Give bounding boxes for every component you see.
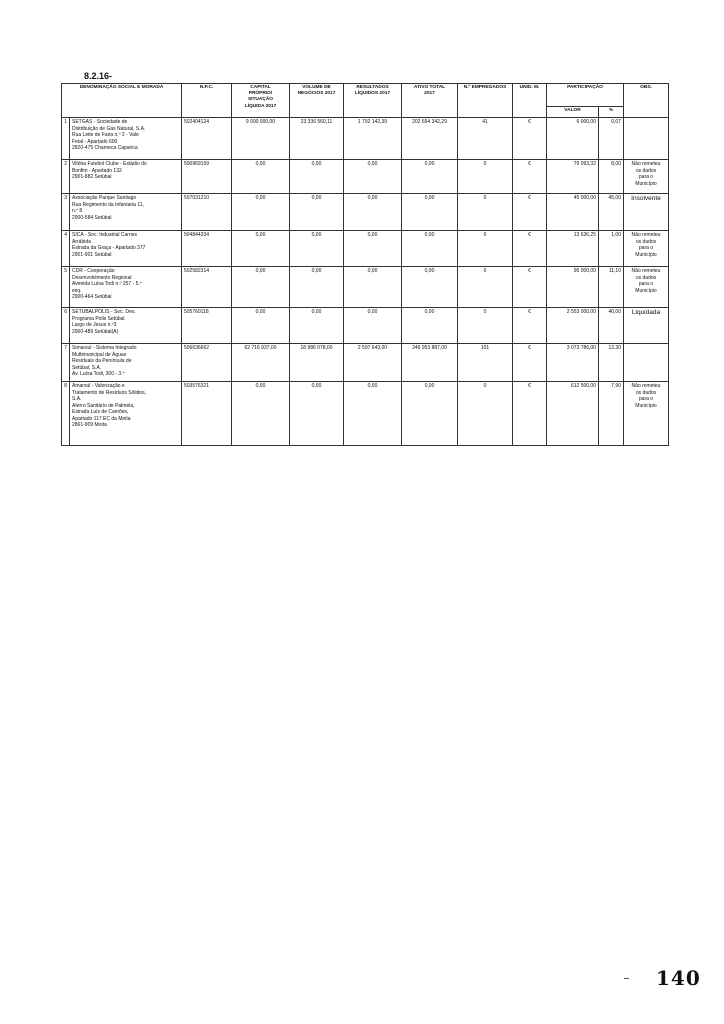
volume-cell: 0,00 <box>290 308 344 344</box>
address-line: 2861-909 Moita <box>72 422 107 428</box>
unid-cell: € <box>513 267 547 308</box>
section-number: 8.2.16- <box>84 71 113 81</box>
address-line: Largo de Jesus n.º3 <box>72 322 117 328</box>
unid-cell: € <box>513 231 547 267</box>
address-line: SICA - Soc. Industrial Carnes <box>72 232 138 238</box>
obs-cell <box>624 344 669 382</box>
obs-line: os dados <box>635 274 657 281</box>
ativo-cell: 202 654 342,29 <box>402 118 458 160</box>
header-unid: UNID. M. <box>513 84 547 118</box>
participations-table <box>61 83 669 446</box>
row-index: 2 <box>62 160 70 194</box>
denominacao-cell <box>70 160 182 194</box>
address-line: Rua Regimento da Infantaria 11, <box>72 201 144 208</box>
valor-cell: 3 073 786,00 <box>547 344 599 382</box>
header-volume: VOLUME DE NEGÓCIOS 2017 <box>290 84 344 118</box>
ativo-cell: 0,00 <box>402 160 458 194</box>
page-number: 140 <box>656 966 701 990</box>
address-line: esq. <box>72 287 82 294</box>
table-row <box>62 308 669 344</box>
obs-line: Insolvente <box>631 195 661 202</box>
header-capital: CAPITAL PRÓPRIO/ SITUAÇÃO LÍQUIDA 2017 <box>232 84 290 118</box>
obs-line: para o <box>638 245 654 251</box>
denominacao-cell <box>70 308 182 344</box>
address-line: Associação Parque Santiago <box>72 195 137 201</box>
address-line: Multimunicipal de Águas <box>72 351 127 358</box>
valor-cell: 79 093,32 <box>547 160 599 194</box>
obs-cell <box>624 118 669 160</box>
header-pct: % <box>599 107 624 118</box>
header-valor: VALOR <box>547 107 599 118</box>
row-index: 7 <box>62 344 70 382</box>
table-row <box>62 382 669 446</box>
resultados-cell: 0,00 <box>344 194 402 231</box>
address-line: Arrábida <box>72 238 91 245</box>
address-line: SETUBALPOLIS - Soc. Des. <box>72 309 136 315</box>
table-row <box>62 267 669 308</box>
valor-cell: 95 000,00 <box>547 267 599 308</box>
obs-line: Município <box>635 251 657 258</box>
resultados-cell: 1 792 142,39 <box>344 118 402 160</box>
row-index: 3 <box>62 194 70 231</box>
pct-cell: 8,00 <box>599 160 624 194</box>
obs-line: para o <box>638 281 654 287</box>
empregados-cell: 0 <box>458 231 513 267</box>
address-line: SETGAS - Sociedade de <box>72 119 128 125</box>
obs-line: para o <box>638 396 654 402</box>
pct-cell: 11,10 <box>599 267 624 308</box>
ativo-cell: 0,00 <box>402 231 458 267</box>
resultados-cell: 0,00 <box>344 231 402 267</box>
address-line: Residuais da Península de <box>72 358 132 364</box>
table-body <box>62 118 669 446</box>
obs-line: Município <box>635 402 657 409</box>
capital-cell: 0,00 <box>232 194 290 231</box>
header-denominacao: DENOMINAÇÃO SOCIAL E MORADA <box>62 84 182 118</box>
table-row <box>62 194 669 231</box>
address-line: Estrada Luís de Camões, <box>72 409 129 415</box>
volume-cell: 0,00 <box>290 160 344 194</box>
row-index: 8 <box>62 382 70 446</box>
address-line: Programa Polis Setúbal <box>72 315 125 322</box>
table-row <box>62 160 669 194</box>
capital-cell: 9 000 000,00 <box>232 118 290 160</box>
obs-cell <box>624 194 669 231</box>
npc-cell: 505760118 <box>182 308 232 344</box>
header-resultados: RESULTADOS LÍQUIDOS 2017 <box>344 84 402 118</box>
address-line: 2900-584 Setúbal <box>72 214 112 221</box>
pct-cell: 7,90 <box>599 382 624 446</box>
address-line: Simarsul - Sistema Integrado <box>72 345 137 351</box>
empregados-cell: 0 <box>458 194 513 231</box>
empregados-cell: 0 <box>458 308 513 344</box>
denominacao-cell <box>70 118 182 160</box>
obs-line: Município <box>635 180 657 187</box>
address-line: Apartado 117 EC da Moita <box>72 415 131 422</box>
obs-line: Não remeteu <box>631 383 661 389</box>
resultados-cell: 0,00 <box>344 308 402 344</box>
unid-cell: € <box>513 160 547 194</box>
address-line: 2820-475 Charneca Caparica <box>72 145 138 151</box>
header-participacao: PARTICIPAÇÃO <box>547 84 624 107</box>
address-line: Fetal - Apartado 600 <box>72 138 118 145</box>
address-line: Distribuição de Gás Natural, S.A. <box>72 125 146 132</box>
volume-cell: 0,00 <box>290 231 344 267</box>
denominacao-cell <box>70 382 182 446</box>
address-line: S.A. <box>72 396 82 402</box>
empregados-cell: 0 <box>458 382 513 446</box>
obs-line: Não remeteu <box>631 232 661 238</box>
volume-cell: 0,00 <box>290 267 344 308</box>
obs-cell <box>624 160 669 194</box>
address-line: Tratamento de Resíduos Sólidos, <box>72 389 147 396</box>
obs-line: Município <box>635 287 657 294</box>
npc-cell: 503576321 <box>182 382 232 446</box>
denominacao-cell <box>70 194 182 231</box>
unid-cell: € <box>513 194 547 231</box>
volume-cell: 0,00 <box>290 194 344 231</box>
obs-line: os dados <box>635 167 657 174</box>
capital-cell: 0,00 <box>232 160 290 194</box>
npc-cell: 506636662 <box>182 344 232 382</box>
obs-line: os dados <box>635 238 657 245</box>
obs-line: Não remeteu <box>631 161 661 167</box>
denominacao-cell <box>70 231 182 267</box>
table-row <box>62 231 669 267</box>
volume-cell: 23 336 560,11 <box>290 118 344 160</box>
resultados-cell: 2 597 643,00 <box>344 344 402 382</box>
address-line: 2900-489 Setúbal(A) <box>72 328 119 335</box>
valor-cell: 45 000,00 <box>547 194 599 231</box>
volume-cell: 18 986 078,00 <box>290 344 344 382</box>
header-empregados: N.º EMPREGADOS <box>458 84 513 118</box>
address-line: 2901-882 Setúbal <box>72 174 112 180</box>
obs-line: os dados <box>635 389 657 396</box>
obs-line: para o <box>638 174 654 180</box>
address-line: 2900-464 Setúbal <box>72 294 112 300</box>
valor-cell: 6 000,00 <box>547 118 599 160</box>
row-index: 5 <box>62 267 70 308</box>
row-index: 4 <box>62 231 70 267</box>
address-line: CDR - Cooperação <box>72 268 115 274</box>
unid-cell: € <box>513 308 547 344</box>
unid-cell: € <box>513 118 547 160</box>
table-row <box>62 344 669 382</box>
ativo-cell: 246 953 887,00 <box>402 344 458 382</box>
valor-cell: 612 500,00 <box>547 382 599 446</box>
npc-cell: 507031210 <box>182 194 232 231</box>
valor-cell: 2 553 000,00 <box>547 308 599 344</box>
capital-cell: 0,00 <box>232 308 290 344</box>
empregados-cell: 0 <box>458 160 513 194</box>
npc-cell: 502582314 <box>182 267 232 308</box>
pct-cell: 1,00 <box>599 231 624 267</box>
address-line: Bonfim - Apartado 132 <box>72 167 122 174</box>
ativo-cell: 0,00 <box>402 308 458 344</box>
address-line: Setúbal, S.A. <box>72 364 102 371</box>
address-line: Av. Luísa Todi, 300 - 3.º <box>72 371 125 377</box>
page-dash <box>624 978 629 979</box>
denominacao-cell <box>70 267 182 308</box>
npc-cell: 504844334 <box>182 231 232 267</box>
pct-cell: 0,07 <box>599 118 624 160</box>
capital-cell: 0,00 <box>232 382 290 446</box>
empregados-cell: 41 <box>458 118 513 160</box>
ativo-cell: 0,00 <box>402 194 458 231</box>
capital-cell: 62 716 937,00 <box>232 344 290 382</box>
ativo-cell: 0,00 <box>402 267 458 308</box>
address-line: Avenida Luísa Todi n.º 257 - 5.º <box>72 281 142 287</box>
header-ativo: ATIVO TOTAL 2017 <box>402 84 458 118</box>
address-line: Rua Leite de Faria n.º 2 - Vale <box>72 132 139 138</box>
pct-cell: 40,00 <box>599 308 624 344</box>
table-row <box>62 118 669 160</box>
row-index: 6 <box>62 308 70 344</box>
address-line: Estrada da Graça - Apartado 377 <box>72 245 146 251</box>
empregados-cell: 101 <box>458 344 513 382</box>
resultados-cell: 0,00 <box>344 160 402 194</box>
address-line: n.º 8 <box>72 208 83 214</box>
address-line: Desenvolvimento Regional <box>72 274 132 281</box>
volume-cell: 0,00 <box>290 382 344 446</box>
pct-cell: 12,30 <box>599 344 624 382</box>
valor-cell: 13 636,25 <box>547 231 599 267</box>
obs-cell <box>624 382 669 446</box>
header-obs: OBS. <box>624 84 669 118</box>
address-line: Amarsul - Valorização e <box>72 383 125 389</box>
empregados-cell: 0 <box>458 267 513 308</box>
unid-cell: € <box>513 382 547 446</box>
pct-cell: 45,00 <box>599 194 624 231</box>
ativo-cell: 0,00 <box>402 382 458 446</box>
capital-cell: 0,00 <box>232 231 290 267</box>
row-index: 1 <box>62 118 70 160</box>
obs-line: Não remeteu <box>631 268 661 274</box>
resultados-cell: 0,00 <box>344 382 402 446</box>
resultados-cell: 0,00 <box>344 267 402 308</box>
address-line: Vitória Futebol Clube - Estádio do <box>72 161 147 167</box>
denominacao-cell <box>70 344 182 382</box>
obs-cell <box>624 267 669 308</box>
obs-cell <box>624 308 669 344</box>
header-npc: N.P.C. <box>182 84 232 118</box>
npc-cell: 502404124 <box>182 118 232 160</box>
address-line: 2901-901 Setúbal <box>72 251 112 258</box>
obs-line: Liquidada <box>631 309 661 316</box>
obs-cell <box>624 231 669 267</box>
unid-cell: € <box>513 344 547 382</box>
address-line: Aterro Sanitário de Palmela, <box>72 402 135 409</box>
capital-cell: 0,00 <box>232 267 290 308</box>
npc-cell: 500969159 <box>182 160 232 194</box>
